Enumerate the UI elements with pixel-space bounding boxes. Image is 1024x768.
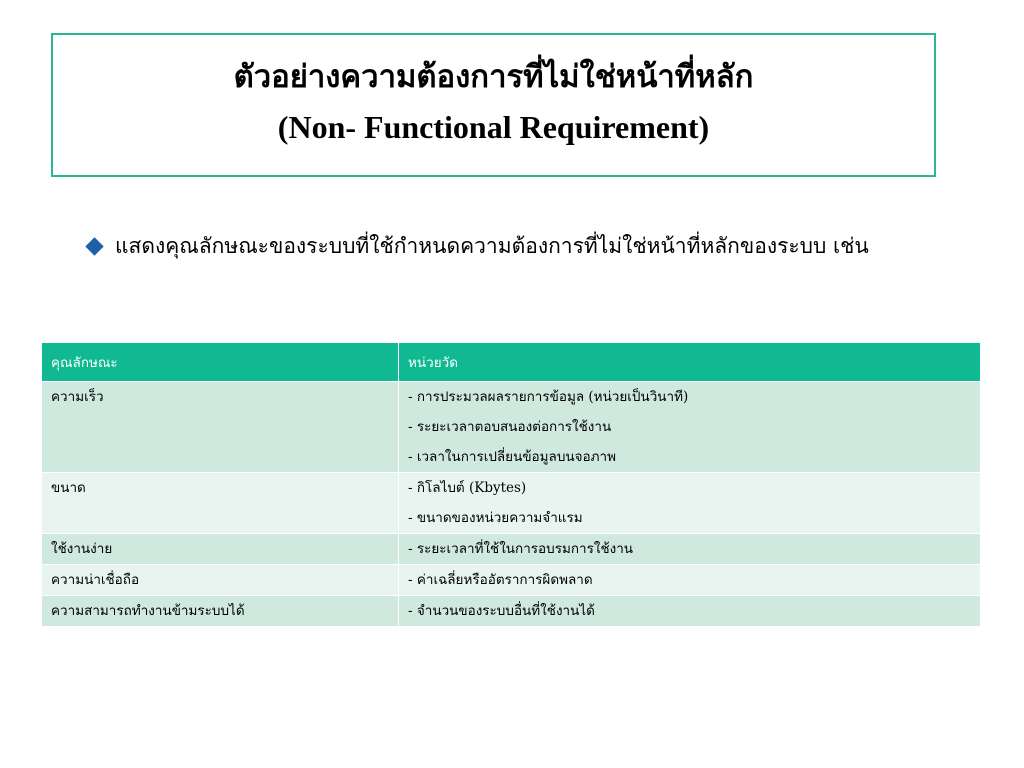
row-measures: [399, 473, 981, 534]
table-row: [42, 473, 981, 534]
requirements-table: [41, 342, 981, 627]
row-measures: [399, 565, 981, 596]
header-attribute: คุณลักษณะ: [42, 343, 399, 382]
measure-text: - การประมวลผลรายการข้อมูล (หน่วยเป็นวินาที): [408, 389, 689, 405]
row-attribute: [42, 565, 399, 596]
slide-title-thai: ตัวอย่างความต้องการที่ไม่ใช่หน้าที่หลัก: [233, 59, 754, 95]
bullet-point: [82, 228, 982, 264]
row-attribute: [42, 473, 399, 534]
table-row: [42, 534, 981, 565]
title-box: [51, 33, 936, 177]
slide-title-english: (Non- Functional Requirement): [277, 109, 710, 145]
measure-text: - ระยะเวลาที่ใช้ในการอบรมการใช้งาน: [408, 541, 634, 557]
measure-text: - เวลาในการเปลี่ยนข้อมูลบนจอภาพ: [408, 449, 617, 465]
measure-text: - ขนาดของหน่วยความจำแรม: [408, 510, 583, 526]
measure-text: - กิโลไบต์ (Kbytes): [408, 480, 527, 496]
row-measures: [399, 382, 981, 473]
bullet-text: แสดงคุณลักษณะของระบบที่ใช้กำหนดความต้องการที่ไม่ใช่หน้าที่หลักของระบบ เช่น: [115, 234, 869, 258]
attribute-text: ใช้งานง่าย: [51, 541, 113, 557]
measure-text: - ระยะเวลาตอบสนองต่อการใช้งาน: [408, 419, 612, 435]
table-row: [42, 565, 981, 596]
table-row: [42, 596, 981, 627]
diamond-bullet-icon: [85, 237, 103, 255]
measure-text: - จำนวนของระบบอื่นที่ใช้งานได้: [408, 603, 595, 619]
attribute-text: ขนาด: [51, 480, 86, 496]
row-attribute: [42, 534, 399, 565]
table-header-row: [42, 343, 981, 382]
attribute-text: ความสามารถทำงานข้ามระบบได้: [51, 603, 245, 619]
measure-text: - ค่าเฉลี่ยหรืออัตราการผิดพลาด: [408, 572, 593, 588]
row-measures: [399, 596, 981, 627]
row-attribute: [42, 596, 399, 627]
attribute-text: ความเร็ว: [51, 389, 104, 405]
row-attribute: [42, 382, 399, 473]
table-row: [42, 382, 981, 473]
header-measure: หน่วยวัด: [399, 343, 981, 382]
row-measures: [399, 534, 981, 565]
attribute-text: ความน่าเชื่อถือ: [51, 572, 140, 588]
